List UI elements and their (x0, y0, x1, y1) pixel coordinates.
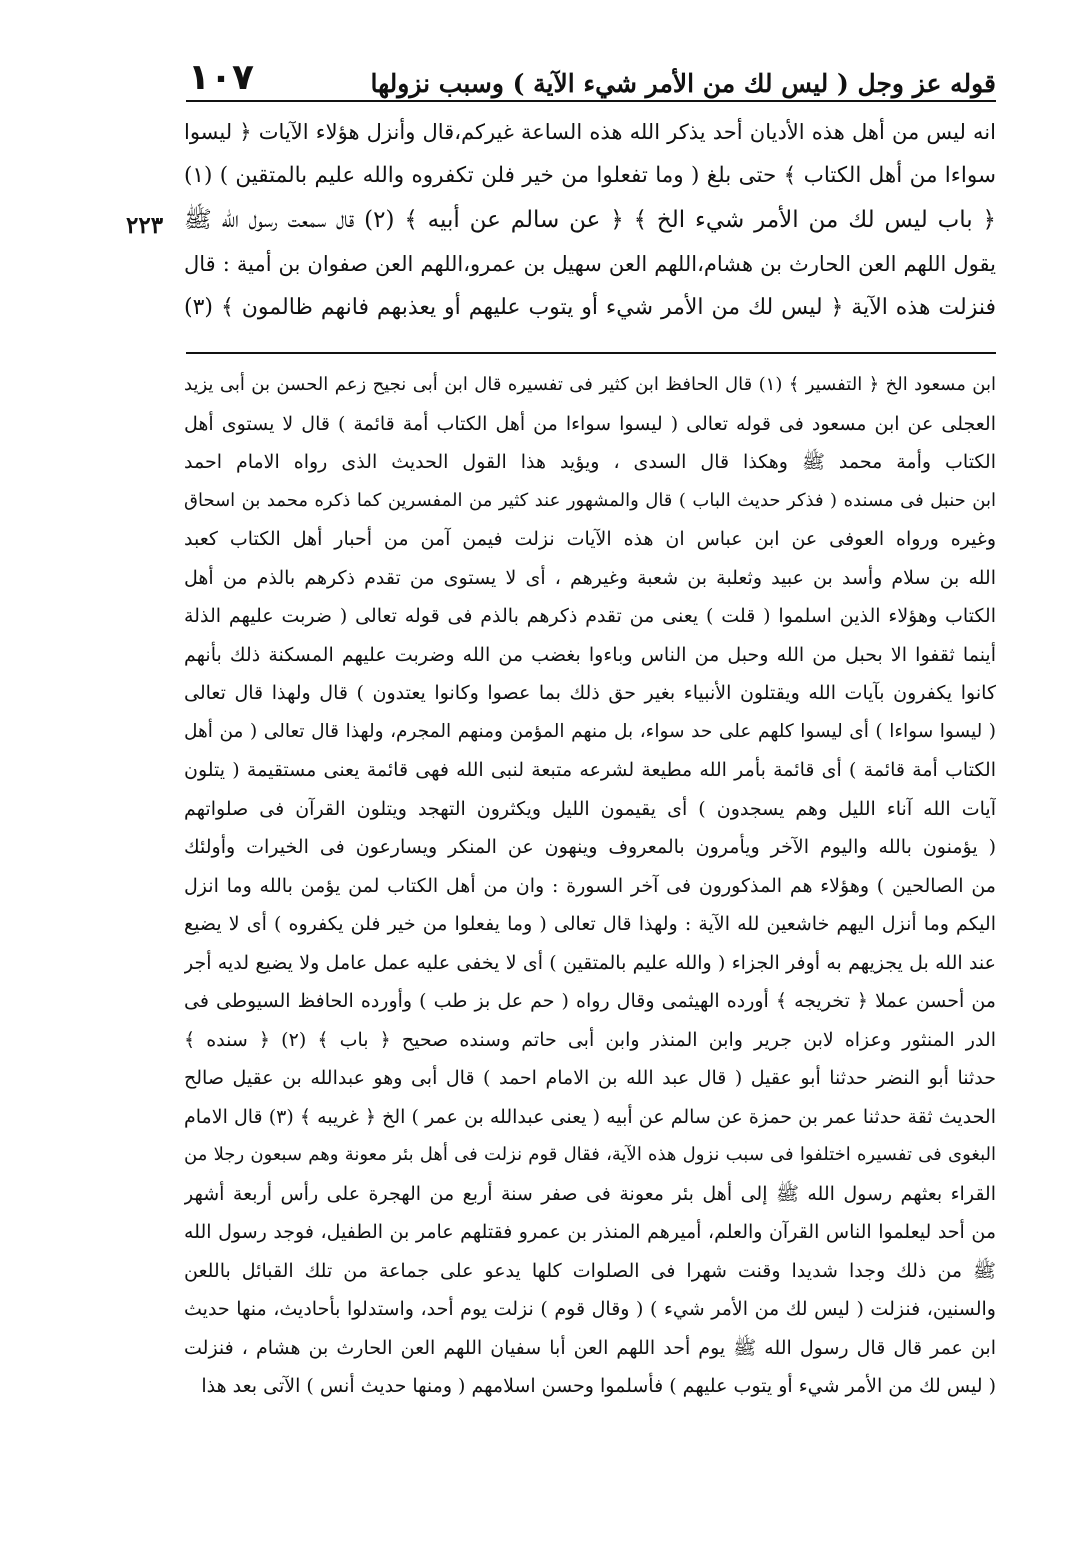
commentary-text (184, 366, 996, 1406)
page-number: ١٠٧ (188, 57, 254, 98)
commentary-line: والسنين، فنزلت ( ليس لك من الأمر شيء ) ( وقال قوم ) نزلت يوم أحد، واستدلوا بأحاديث، منها حديث (184, 1298, 996, 1320)
commentary-line: كانوا يكفرون بآيات الله ويقتلون الأنبياء بغير حق ذلك بما عصوا وكانوا يعتدون ) قال ولهذا قال تعالى (184, 682, 996, 704)
hadith-line: ﴿ باب ليس لك من الأمر شيء الخ ﴾ ﴿ عن سالم عن أبيه ﴾ (٢) قال سمعت رسول الله ﷺ (184, 207, 996, 233)
commentary-line: آيات الله آناء الليل وهم يسجدون ) أى يقيمون الليل ويكثرون التهجد ويتلون القرآن فى صلواتهم (184, 797, 996, 820)
commentary-line: حدثنا أبو النضر حدثنا أبو عقيل ( قال عبد الله بن الامام احمد ) قال أبى وهو عبدالله بن عقيل صالح (184, 1067, 996, 1089)
hadith-text (184, 110, 996, 330)
commentary-line: الحديث ثقة حدثنا عمر بن حمزة عن سالم عن أبيه ( يعنى عبدالله بن عمر ) الخ ﴿ غريبه ﴾ (٣) قال الامام (184, 1105, 996, 1128)
commentary-line: ( ليسوا سواءا ) أى ليسوا كلهم على حد سواء، بل منهم المؤمن ومنهم المجرم، ولهذا قال تعالى ( من أهل (184, 720, 996, 742)
commentary-line: البغوى فى تفسيره اختلفوا فى سبب نزول هذه الآية، فقال قوم نزلت فى أهل بئر معونة وهم سبعون رجلا من (184, 1144, 996, 1165)
commentary-line: الكتاب وأمة محمد ﷺ وهكذا قال السدى ، ويؤيد هذا القول الحديث الذى رواه الامام احمد (184, 451, 996, 473)
commentary-line: الكتاب وهؤلاء الذين اسلموا ( قلت ) يعنى من تقدم ذكرهم بالذم فى قوله تعالى ( ضربت عليهم الذلة (184, 605, 996, 627)
commentary-line: وغيره ورواه العوفى عن ابن عباس ان هذه الآيات نزلت فيمن آمن من أحبار أهل الكتاب كعبد (184, 528, 996, 550)
hadith-line: فنزلت هذه الآية ﴿ ليس لك من الأمر شيء أو يتوب عليهم أو يعذبهم فانهم ظالمون ﴾ (٣) (184, 295, 996, 320)
commentary-line: أينما ثقفوا الا بحبل من الله وحبل من الناس وباءوا بغضب من الله وضربت عليهم المسكنة ذلك بأنهم (184, 643, 996, 666)
commentary-line: ( يؤمنون بالله واليوم الآخر ويأمرون بالمعروف وينهون عن المنكر ويسارعون فى الخيرات وأولئك (184, 836, 996, 858)
hadith-line: سواءا من أهل الكتاب ﴾ حتى بلغ ( وما تفعلوا من خير فلن تكفروه والله عليم بالمتقين ) (١) (184, 163, 996, 188)
page-header (188, 52, 996, 98)
commentary-line: الدر المنثور وعزاه لابن جرير وابن المنذر وابن أبى حاتم وسنده صحيح ﴿ باب ﴾ (٢) ﴿ سنده ﴾ (184, 1028, 996, 1051)
commentary-line: من أحسن عملا ﴿ تخريجه ﴾ أورده الهيثمى وقال رواه ( حم عل بز طب ) وأورده الحافظ السيوطى فى (184, 990, 996, 1012)
section-divider (186, 352, 996, 354)
commentary-line: ﷺ من ذلك وجدا شديدا وقنت شهرا فى الصلوات كلها يدعو على جماعة من تلك القبائل باللعن (184, 1259, 996, 1282)
commentary-line: عند الله بل يجزيهم به أوفر الجزاء ( والله عليم بالمتقين ) أى لا يخفى عليه عمل عامل ولا يضيع لديه أجر (184, 951, 996, 974)
commentary-line: ابن حنبل فى مسنده ( فذكر حديث الباب ) قال والمشهور عند كثير من المفسرين كما ذكره محمد بن اسحاق (184, 489, 996, 511)
hadith-line: انه ليس من أهل هذه الأديان أحد يذكر الله هذه الساعة غيركم،قال وأنزل هؤلاء الآيات ﴿ ليسوا (184, 120, 996, 144)
commentary-line: العجلى عن ابن مسعود فى قوله تعالى ( ليسوا سواءا من أهل الكتاب أمة قائمة ) قال لا يستوى أهل (184, 412, 996, 435)
header-rule (186, 100, 996, 102)
commentary-line: القراء بعثهم رسول الله ﷺ إلى أهل بئر معونة فى صفر سنة أربع من الهجرة على رأس أربعة أشهر (184, 1182, 996, 1205)
commentary-line: ابن مسعود الخ ﴿ التفسير ﴾ (١) قال الحافظ ابن كثير فى تفسيره قال ابن أبى نجيح زعم الحسن بن أبى يزيد (184, 374, 996, 395)
hadith-line: يقول اللهم العن الحارث بن هشام،اللهم العن سهيل بن عمرو،اللهم العن صفوان بن أمية : قال (184, 252, 996, 276)
commentary-line: ( ليس لك من الأمر شيء أو يتوب عليهم ) فأسلموا وحسن اسلامهم ( ومنها حديث أنس ) الآتى بعد هذا (201, 1375, 996, 1397)
commentary-line: ابن عمر قال قال رسول الله ﷺ يوم أحد اللهم العن أبا سفيان اللهم العن الحارث بن هشام ، فنزلت (184, 1336, 996, 1359)
commentary-line: اليكم وما أنزل اليهم خاشعين لله الآية : ولهذا قال تعالى ( وما يفعلوا من خير فلن يكفروه ) أى لا يضيع (184, 913, 996, 935)
commentary-line: الكتاب أمة قائمة ) أى قائمة بأمر الله مطيعة لشرعه متبعة لنبى الله فهى قائمة يعنى مستقيمة ( يتلون (184, 759, 996, 781)
running-title: قوله عز وجل ( ليس لك من الأمر شيء الآية ) وسبب نزولها (370, 69, 996, 98)
hadith-number: ٢٢٣ (126, 212, 164, 239)
commentary-line: الله بن سلام وأسد بن عبيد وثعلبة بن شعبة وغيرهم ، أى لا يستوى من تقدم ذكرهم بالذم من أهل (184, 566, 996, 589)
commentary-line: من الصالحين ) وهؤلاء هم المذكورون فى آخر السورة : وان من أهل الكتاب لمن يؤمن بالله وما انزل (184, 874, 996, 897)
commentary-line: من أحد ليعلموا الناس القرآن والعلم، أميرهم المنذر بن عمرو فقتلهم عامر بن الطفيل، فوجد رسول الله (184, 1221, 996, 1243)
